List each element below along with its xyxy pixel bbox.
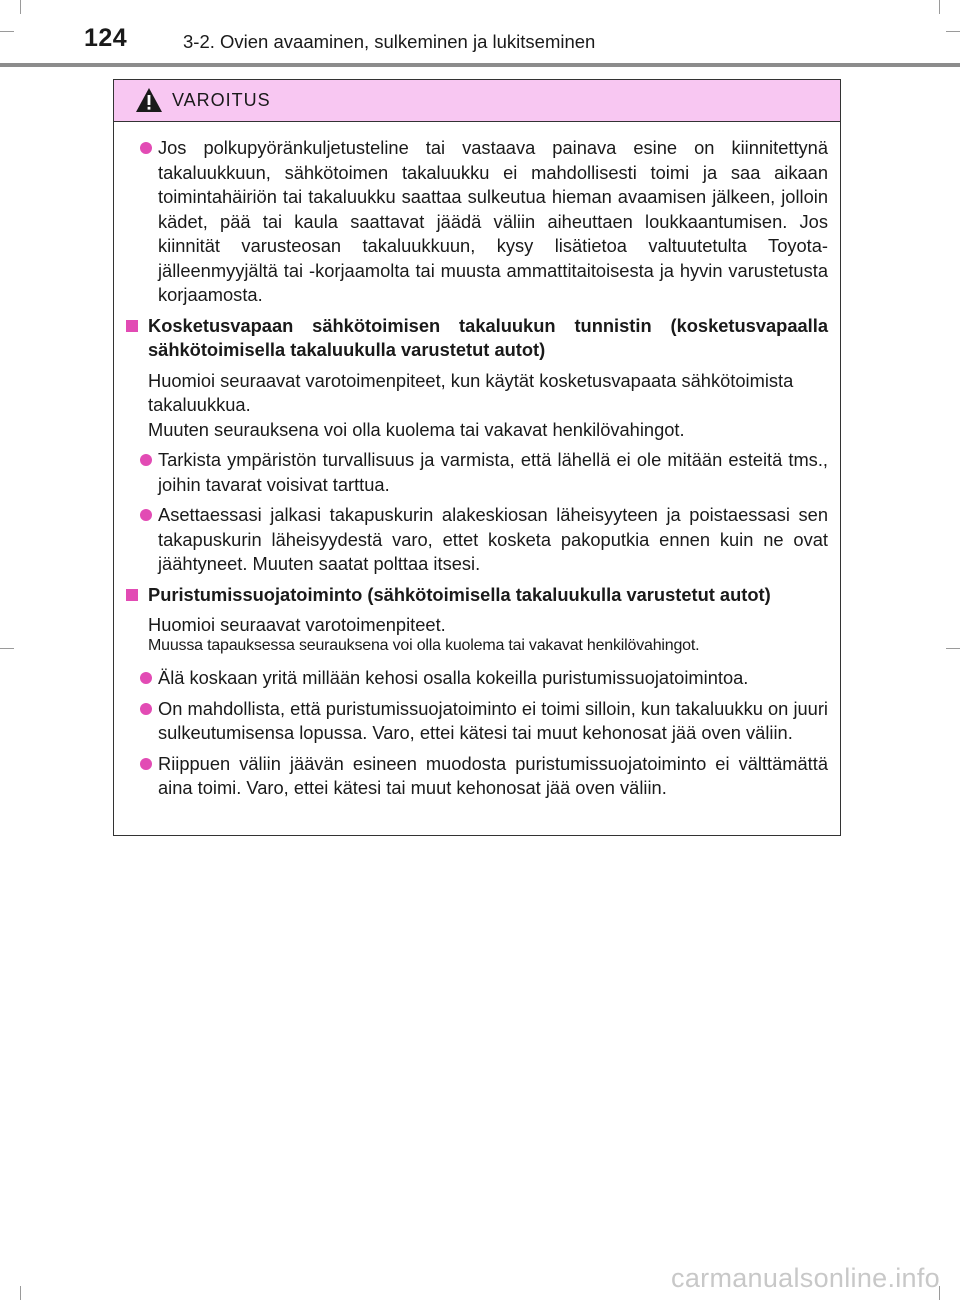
warning-header (114, 80, 840, 122)
bullet-dot-icon (140, 454, 152, 466)
bullet-text: Jos polkupyöränkuljetusteline tai vastaava painava esine on kiinnitettynä takaluukkuun, sähkötoimen takaluukku ei mahdollisesti toimi ja saa aikaan toimintahäiriön tai takaluukku saattaa sulkeutua hieman avaamisen jälkeen, jolloin kädet, pää tai kaula saattavat jäädä väliin aiheuttaen loukkaantumisen. Jos kiinnität varusteosan takaluukkuun, kysy lisätietoa valtuutetulta Toyota-jälleenmyyjältä tai -korjaamolta tai muusta ammattitaitoisesta ja hyvin varustetusta korjaamosta. (158, 137, 828, 305)
list-item (126, 503, 828, 577)
square-marker-icon (126, 320, 138, 332)
warning-triangle-icon (135, 87, 163, 113)
crop-mark (946, 648, 960, 649)
header-rule (0, 63, 960, 67)
bullet-text: Älä koskaan yritä millään kehosi osalla kokeilla puristumissuojatoimintoa. (158, 667, 749, 688)
bullet-text: Tarkista ympäristön turvallisuus ja varmista, että lähellä ei ole mitään esteitä tms., joihin tavarat voisivat tarttua. (158, 449, 828, 495)
crop-mark (20, 1286, 21, 1300)
section-title: 3-2. Ovien avaaminen, sulkeminen ja lukitseminen (183, 31, 596, 52)
watermark: carmanualsonline.info (671, 1263, 940, 1293)
warning-title: VAROITUS (172, 90, 271, 110)
warning-box (113, 79, 841, 836)
crop-mark (0, 31, 14, 32)
bullet-dot-icon (140, 672, 152, 684)
section-heading-text: Puristumissuojatoiminto (sähkötoimisella takaluukulla varustetut autot) (148, 583, 771, 605)
list-item (126, 697, 828, 746)
section-heading (126, 583, 828, 608)
bullet-text: Riippuen väliin jäävän esineen muodosta puristumissuojatoiminto ei välttämättä aina toimi. Varo, ettei kätesi tai muut kehonosat jää oven väliin. (158, 752, 828, 798)
square-marker-icon (126, 589, 138, 601)
list-item (126, 136, 828, 308)
bullet-dot-icon (140, 703, 152, 715)
bullet-dot-icon (140, 758, 152, 770)
paragraph: Huomioi seuraavat varotoimenpiteet, kun käytät kosketusvapaata sähkötoimista takaluukkua. (148, 369, 794, 415)
paragraph: Muussa tapauksessa seurauksena voi olla kuolema tai vakavat henkilövahingot. (148, 636, 700, 654)
warning-body (114, 122, 840, 801)
list-item (126, 448, 828, 497)
bullet-text: Asettaessasi jalkasi takapuskurin alakeskiosan läheisyyteen ja poistaessasi sen takapuskurin läheisyydestä varo, ettet kosketa pakoputkia ennen kuin ne ovat jäähtyneet. Muuten saatat polttaa itsesi. (158, 504, 828, 574)
list-item (126, 752, 828, 801)
paragraph: Muuten seurauksena voi olla kuolema tai vakavat henkilövahingot. (148, 418, 685, 440)
crop-mark (20, 0, 21, 14)
bullet-text: On mahdollista, että puristumissuojatoiminto ei toimi silloin, kun takaluukku on juuri sulkeutumisensa lopussa. Varo, ettei kätesi tai muut kehonosat jää oven väliin. (158, 697, 828, 743)
bullet-dot-icon (140, 142, 152, 154)
crop-mark (939, 0, 940, 14)
section-heading-text: Kosketusvapaan sähkötoimisen takaluukun tunnistin (kosketusvapaalla sähkötoimisella takaluukulla varustetut autot) (148, 314, 828, 360)
bullet-dot-icon (140, 509, 152, 521)
list-item (126, 666, 828, 691)
paragraph: Huomioi seuraavat varotoimenpiteet. (148, 614, 446, 635)
section-heading (126, 314, 828, 363)
page-number: 124 (84, 24, 128, 52)
crop-mark (0, 648, 14, 649)
crop-mark (946, 31, 960, 32)
